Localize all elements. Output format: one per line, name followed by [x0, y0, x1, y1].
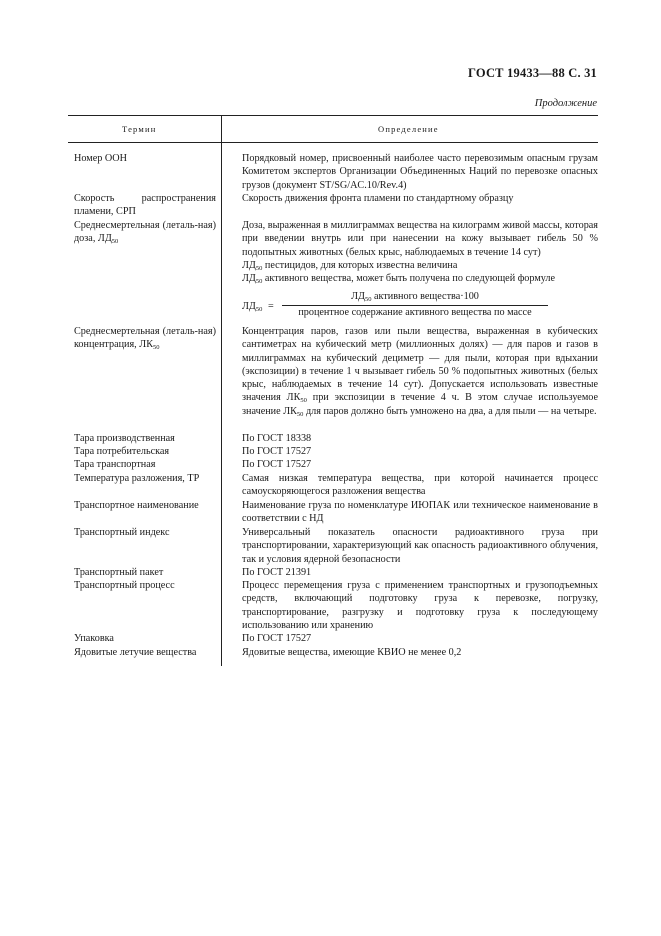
term-transport-process: Транспортный процесс [74, 580, 175, 591]
definition-flame-speed: Скорость движения фронта пламени по стандартному образцу [242, 193, 514, 204]
ld-pesticides-text: пестицидов, для которых известна величина [262, 260, 458, 271]
definition-transport-name: Наименование груза по номенклатуре ИЮПАК или техническое наименование в соответствии с НД [242, 500, 598, 525]
term-decomposition-temp: Температура разложения, ТР [74, 473, 200, 484]
definition-tara-transport: По ГОСТ 17527 [242, 459, 312, 470]
table-column-divider [221, 115, 222, 666]
ld-active-text: активного вещества, может быть получена по следующей формуле [262, 273, 556, 284]
formula-num-label: ЛД [351, 291, 365, 302]
term-toxic-volatile: Ядовитые летучие вещества [74, 647, 197, 658]
lk50-sub-1: 50 [300, 397, 307, 405]
column-header-definition: Определение [378, 124, 439, 134]
definition-transport-index: Универсальный показатель опасности радиоактивного груза при транспортировании, характеризующий как опасность радиоактивного облучения, так и условия ядерной безопасности [242, 527, 598, 565]
definition-un-number: Порядковый номер, присвоенный наиболее часто перевозимым опасным грузам Комитетом экспертов Организации Объединенных Наций по перевозке опасных грузов (документ ST/SG/AC.10/Rev.4) [242, 153, 598, 191]
formula-lhs [242, 301, 262, 312]
formula-lhs-text: ЛД [242, 301, 256, 312]
term-lk50-text: Среднесмертельная (леталь-ная) концентрация, ЛК [74, 326, 216, 351]
definition-tara-production: По ГОСТ 18338 [242, 433, 312, 444]
definition-ld50-active [242, 272, 598, 285]
ld-sub: 50 [255, 265, 263, 272]
formula-num-sub: 50 [364, 296, 372, 303]
lk50-text-a: Концентрация паров, газов или пыли вещества, выраженная в кубических сантиметрах на кубический метр (миллионных долях) — для паров и газов в миллиграммах на кубический дециметр — для пыли, которая при вдыхании (экспозиции) в течение 1 ч вызывает гибель 50 % подопытных животных (белых крыс, наблюдаемых в течение 14 сут). Допускается использовать известные значения ЛК [242, 326, 598, 404]
term-ld50-text: Среднесмертельная (леталь-ная) доза, ЛД [74, 220, 216, 245]
definition-toxic-volatile: Ядовитые вещества, имеющие КВИО не менее 0,2 [242, 647, 462, 658]
continuation-label: Продолжение [534, 98, 597, 109]
term-transport-packet: Транспортный пакет [74, 567, 164, 578]
term-ld50-sub: 50 [111, 238, 119, 246]
lk50-text-b: при экспозиции в течение 4 ч. В этом случае используемое значение ЛК [242, 392, 599, 417]
definition-lk50 [242, 325, 598, 418]
table-header-rule [68, 142, 598, 143]
definition-ld50-pesticides [242, 259, 598, 272]
lk50-sub-2: 50 [296, 410, 304, 418]
ld-label: ЛД [242, 260, 256, 271]
column-header-term: Термин [122, 124, 157, 134]
formula-denominator: процентное содержание активного вещества по массе [298, 307, 532, 318]
term-flame-speed: Скорость распространения пламени, СРП [74, 193, 216, 218]
term-lk50 [74, 325, 216, 352]
definition-decomposition-temp: Самая низкая температура вещества, при которой начинается процесс самоускоряющегося разложения вещества [242, 473, 598, 498]
definition-transport-process: Процесс перемещения груза с применением транспортных и грузоподъемных средств, включающий подготовку груза к перевозке, погрузку, транспортирование, разгрузку и подготовку груза к последующему использованию или хранению [242, 580, 598, 631]
term-tara-consumer: Тара потребительская [74, 446, 170, 457]
ld-sub: 50 [255, 278, 263, 285]
formula-num-text: активного вещества·100 [371, 291, 479, 302]
ld50-formula [242, 291, 598, 327]
lk50-text-c: для паров должно быть умножено на два, а для пыли — на четыре. [303, 405, 597, 417]
term-tara-transport: Тара транспортная [74, 459, 156, 470]
term-tara-production: Тара производственная [74, 433, 175, 444]
term-un-number: Номер ООН [74, 153, 127, 164]
definition-packaging: По ГОСТ 17527 [242, 633, 312, 644]
definition-tara-consumer: По ГОСТ 17527 [242, 446, 312, 457]
term-lk50-sub: 50 [152, 344, 160, 352]
formula-lhs-sub: 50 [255, 306, 263, 313]
page-title: ГОСТ 19433—88 С. 31 [468, 66, 597, 80]
definition-ld50: Доза, выраженная в миллиграммах вещества на килограмм живой массы, которая при введении внутрь или при нанесении на кожу вызывает гибель 50 % подопытных животных (белых крыс, наблюдаемых в течение 14 сут) [242, 220, 598, 258]
term-transport-index: Транспортный индекс [74, 527, 170, 538]
formula-fraction-bar [282, 305, 548, 306]
definition-transport-packet: По ГОСТ 21391 [242, 567, 312, 578]
formula-numerator [282, 291, 548, 302]
table-top-rule [68, 115, 598, 116]
term-ld50 [74, 219, 216, 246]
term-packaging: Упаковка [74, 633, 114, 644]
term-transport-name: Транспортное наименование [74, 500, 199, 511]
formula-equals: = [268, 301, 274, 312]
ld-label: ЛД [242, 273, 256, 284]
